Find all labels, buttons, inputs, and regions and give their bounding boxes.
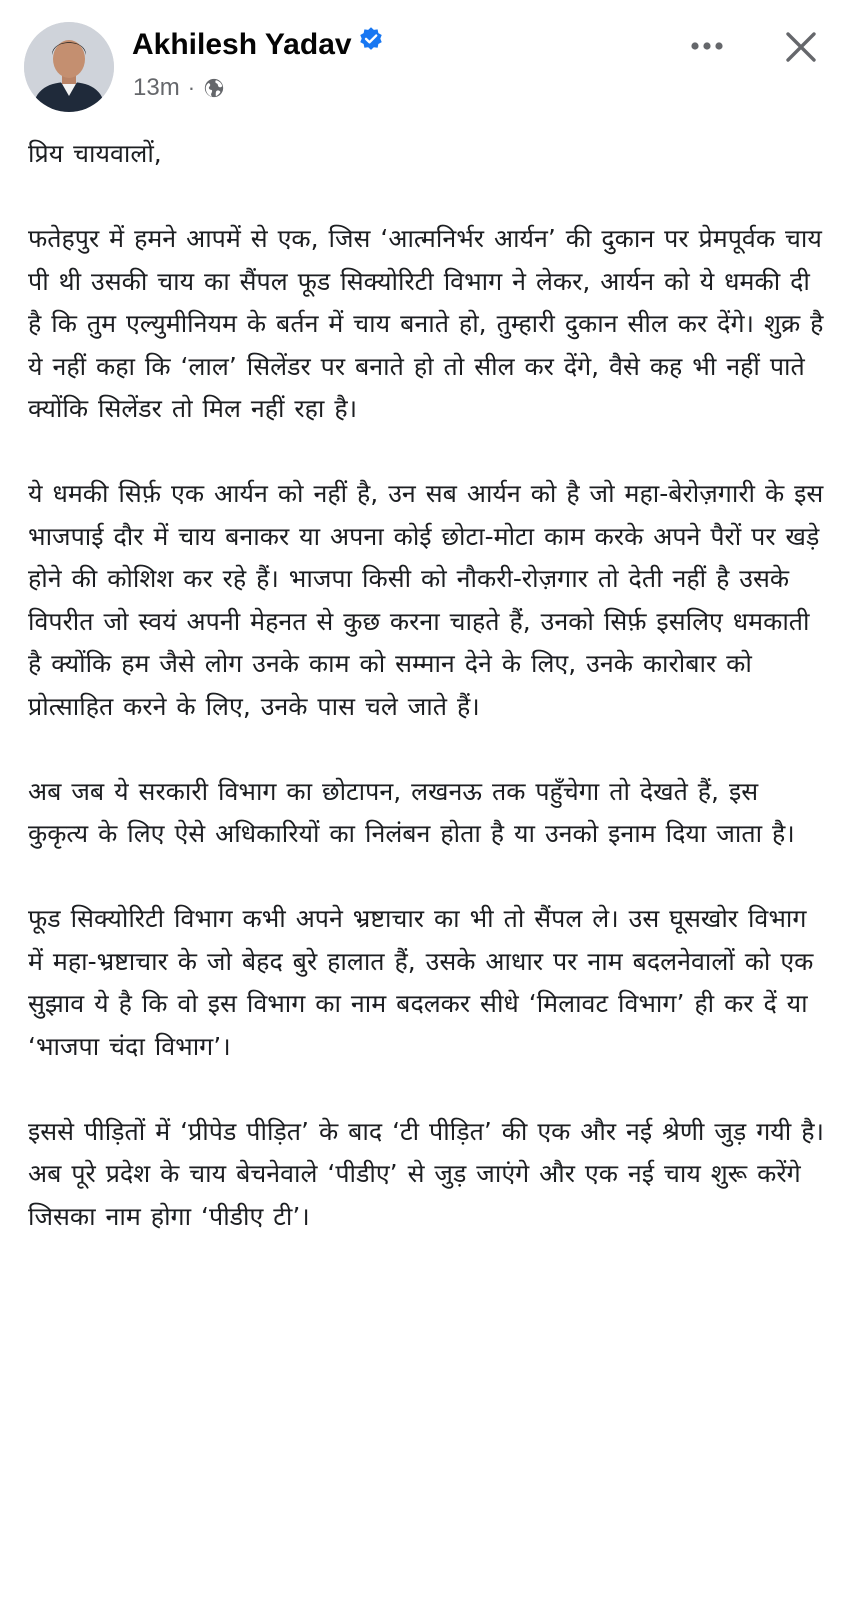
author-name[interactable]: Akhilesh Yadav [132, 28, 352, 61]
more-options-icon [690, 41, 724, 51]
post-time[interactable]: 13m [133, 74, 180, 101]
close-button[interactable] [776, 22, 826, 72]
meta-separator: · [187, 75, 196, 100]
post-body [28, 133, 828, 1238]
post-salutation: प्रिय चायवालों, [28, 139, 162, 168]
author-avatar[interactable] [24, 22, 114, 112]
post-header [0, 0, 867, 128]
verified-badge-icon [358, 25, 384, 61]
post-paragraph-2: ये धमकी सिर्फ़ एक आर्यन को नहीं है, उन सब आर्यन को है जो महा-बेरोज़गारी के इस भाजपाई दौर में चाय बनाकर या अपना कोई छोटा-मोटा काम करके अपने पैरों पर खड़े होने की कोशिश कर रहे हैं। भाजपा किसी को नौकरी-रोज़गार तो देती नहीं है उसके विपरीत जो स्वयं अपनी मेहनत से कुछ करना चाहते हैं, उनको सिर्फ़ इसलिए धमकाती है क्योंकि हम जैसे लोग उनके काम को सम्मान देने के लिए, उनके कारोबार को प्रोत्साहित करने के लिए, उनके पास चले जाते हैं। [28, 479, 824, 721]
author-name-row [132, 27, 384, 63]
post-paragraph-1: फतेहपुर में हमने आपमें से एक, जिस ‘आत्मनिर्भर आर्यन’ की दुकान पर प्रेमपूर्वक चाय पी थी उसकी चाय का सैंपल फूड सिक्योरिटी विभाग ने लेकर, आर्यन को ये धमकी दी है कि तुम एल्युमीनियम के बर्तन में चाय बनाते हो, तुम्हारी दुकान सील कर देंगे। शुक्र है ये नहीं कहा कि ‘लाल’ सिलेंडर पर बनाते हो तो सील कर देंगे, वैसे कह भी नहीं पाते क्योंकि सिलेंडर तो मिल नहीं रहा है। [28, 224, 824, 423]
more-options-button[interactable] [682, 28, 732, 64]
globe-icon[interactable] [203, 77, 225, 99]
post-meta [133, 72, 225, 104]
avatar-portrait [24, 22, 114, 112]
post-paragraph-5: इससे पीड़ितों में ‘प्रीपेड पीड़ित’ के बाद ‘टी पीड़ित’ की एक और नई श्रेणी जुड़ गयी है। अब पूरे प्रदेश के चाय बेचनेवाले ‘पीडीए’ से जुड़ जाएंगे और एक नई चाय शुरू करेंगे जिसका नाम होगा ‘पीडीए टी’। [28, 1116, 824, 1231]
post-paragraph-4: फूड सिक्योरिटी विभाग कभी अपने भ्रष्टाचार का भी तो सैंपल ले। उस घूसखोर विभाग में महा-भ्रष्टाचार के जो बेहद बुरे हालात हैं, उसके आधार पर नाम बदलनेवालों को एक सुझाव ये है कि वो इस विभाग का नाम बदलकर सीधे ‘मिलावट विभाग’ ही कर दें या ‘भाजपा चंदा विभाग’। [28, 904, 814, 1061]
post-paragraph-3: अब जब ये सरकारी विभाग का छोटापन, लखनऊ तक पहुँचेगा तो देखते हैं, इस कुकृत्य के लिए ऐसे अधिकारियों का निलंबन होता है या उनको इनाम दिया जाता है। [28, 776, 795, 848]
close-icon [785, 31, 817, 63]
